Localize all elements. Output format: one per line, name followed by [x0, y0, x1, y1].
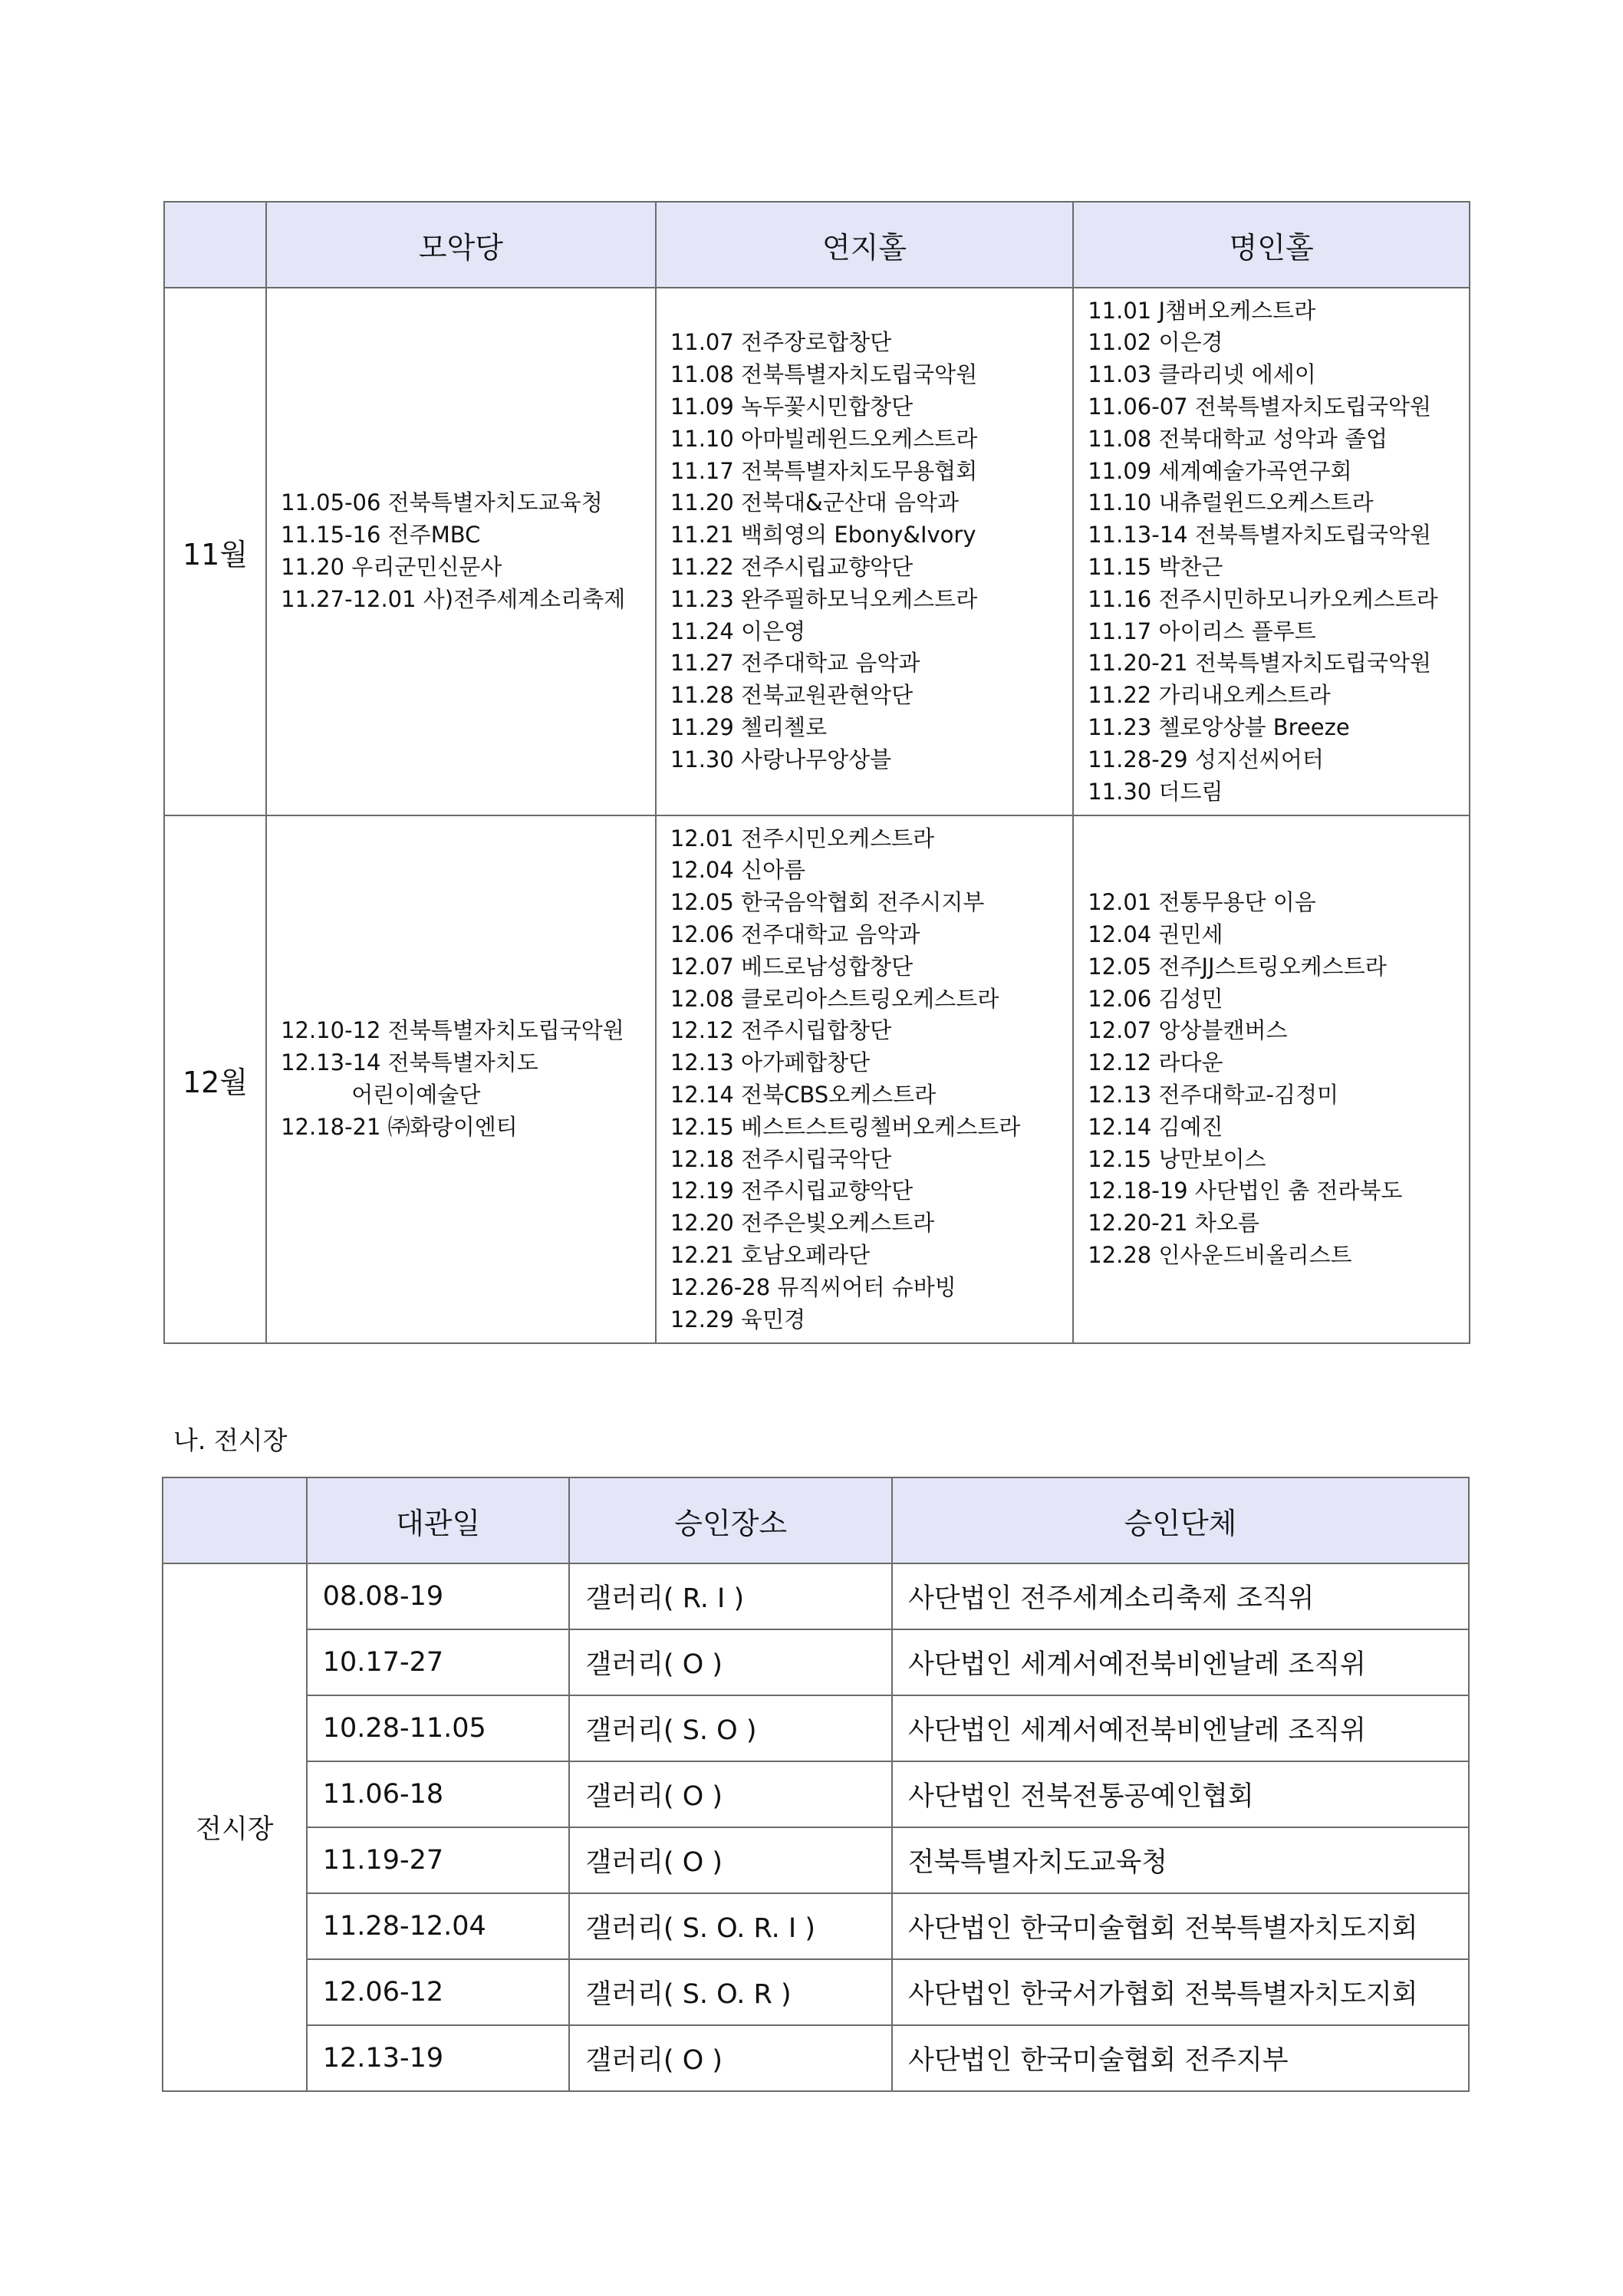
schedule-entry: 12.15 베스트스트링첼버오케스트라 — [670, 1113, 1021, 1140]
venue-cell: 갤러리( O ) — [569, 1629, 891, 1695]
organization-cell: 전북특별자치도교육청 — [892, 1827, 1469, 1893]
organization-cell: 사단법인 한국서가협회 전북특별자치도지회 — [892, 1959, 1469, 2025]
table-row — [163, 1629, 1469, 1695]
venue-cell: 갤러리( O ) — [569, 2025, 891, 2091]
rental-date-cell: 08.08-19 — [307, 1563, 570, 1629]
schedule-entry: 12.26-28 뮤직씨어터 슈바빙 — [670, 1273, 956, 1300]
schedule-entry: 11.13-14 전북특별자치도립국악원 — [1088, 522, 1431, 548]
schedule-entry: 11.17 아이리스 플루트 — [1088, 618, 1316, 644]
schedule-entry: 12.04 권민세 — [1088, 921, 1223, 948]
schedule-entry: 11.15-16 전주MBC — [281, 522, 481, 548]
schedule-entry: 11.09 녹두꽃시민합창단 — [670, 394, 914, 420]
table-row — [163, 2025, 1469, 2091]
table-row-november — [164, 288, 1470, 815]
schedule-entry: 12.01 전통무용단 이음 — [1088, 889, 1316, 916]
schedule-entry: 11.30 사랑나무앙상블 — [670, 746, 892, 772]
schedule-entry: 11.10 내츄럴윈드오케스트라 — [1088, 489, 1374, 516]
schedule-entry: 12.18 전주시립국악단 — [670, 1145, 892, 1172]
schedule-entry: 11.22 전주시립교향악단 — [670, 554, 914, 580]
month-label: 11월 — [164, 288, 266, 815]
header-moakdang: 모악당 — [266, 202, 656, 288]
schedule-entry: 12.13-14 전북특별자치도 — [281, 1049, 538, 1076]
schedule-entry: 12.01 전주시민오케스트라 — [670, 825, 935, 852]
schedule-entry: 12.06 김성민 — [1088, 985, 1223, 1012]
rental-date-cell: 10.17-27 — [307, 1629, 570, 1695]
schedule-entry: 12.20 전주은빛오케스트라 — [670, 1210, 935, 1237]
table-row — [163, 1695, 1469, 1761]
venue-cell: 갤러리( S. O ) — [569, 1695, 891, 1761]
month-label: 12월 — [164, 815, 266, 1343]
myeongin-list — [1073, 815, 1470, 1343]
yeonji-list — [656, 288, 1073, 815]
header-rental-date: 대관일 — [307, 1477, 570, 1563]
table-header-row — [163, 1477, 1469, 1563]
schedule-entry: 11.20-21 전북특별자치도립국악원 — [1088, 650, 1431, 677]
schedule-entry: 12.21 호남오페라단 — [670, 1241, 871, 1268]
schedule-entry: 12.08 클로리아스트링오케스트라 — [670, 985, 999, 1012]
myeongin-list — [1073, 288, 1470, 815]
schedule-entry: 11.24 이은영 — [670, 618, 806, 644]
schedule-entry: 12.12 라다운 — [1088, 1049, 1223, 1076]
schedule-entry: 11.20 우리군민신문사 — [281, 554, 502, 580]
rental-date-cell: 10.28-11.05 — [307, 1695, 570, 1761]
exhibition-table — [162, 1477, 1470, 2092]
header-approved-org: 승인단체 — [892, 1477, 1469, 1563]
schedule-entry: 11.08 전북대학교 성악과 졸업 — [1088, 425, 1388, 452]
table-row — [163, 1761, 1469, 1827]
schedule-entry: 11.27-12.01 사)전주세계소리축제 — [281, 585, 626, 612]
schedule-entry: 11.15 박찬근 — [1088, 554, 1223, 580]
moakdang-list — [266, 815, 656, 1343]
rental-date-cell: 11.19-27 — [307, 1827, 570, 1893]
schedule-entry: 12.29 육민경 — [670, 1306, 806, 1332]
schedule-entry: 11.07 전주장로합창단 — [670, 329, 892, 356]
group-label: 전시장 — [163, 1563, 307, 2091]
table-row-december — [164, 815, 1470, 1343]
schedule-entry: 11.29 첼리첼로 — [670, 713, 828, 740]
schedule-entry: 12.04 신아름 — [670, 857, 806, 884]
schedule-entry: 12.19 전주시립교향악단 — [670, 1178, 914, 1204]
header-blank — [163, 1477, 307, 1563]
schedule-entry: 11.01 J챔버오케스트라 — [1088, 297, 1316, 324]
schedule-entry: 11.08 전북특별자치도립국악원 — [670, 361, 978, 388]
organization-cell: 사단법인 전북전통공예인협회 — [892, 1761, 1469, 1827]
schedule-entry: 11.17 전북특별자치도무용협회 — [670, 457, 978, 484]
performance-schedule-table — [163, 201, 1470, 1344]
schedule-entry: 11.03 클라리넷 에세이 — [1088, 361, 1316, 388]
schedule-entry: 11.05-06 전북특별자치도교육청 — [281, 489, 603, 516]
schedule-entry: 11.22 가리내오케스트라 — [1088, 682, 1331, 709]
schedule-entry: 12.28 인사운드비올리스트 — [1088, 1241, 1352, 1268]
organization-cell: 사단법인 전주세계소리축제 조직위 — [892, 1563, 1469, 1629]
schedule-entry: 12.13 아가페합창단 — [670, 1049, 871, 1076]
schedule-entry: 11.30 더드림 — [1088, 778, 1223, 805]
section-title: 나. 전시장 — [173, 1425, 288, 1455]
schedule-entry: 12.10-12 전북특별자치도립국악원 — [281, 1017, 624, 1044]
schedule-entry: 12.15 낭만보이스 — [1088, 1145, 1266, 1172]
schedule-entry: 어린이예술단 — [281, 1082, 481, 1108]
schedule-entry: 11.16 전주시민하모니카오케스트라 — [1088, 585, 1438, 612]
table-header-row — [164, 202, 1470, 288]
table-row — [163, 1959, 1469, 2025]
moakdang-list — [266, 288, 656, 815]
table-row — [163, 1563, 1469, 1629]
schedule-entry: 12.18-19 사단법인 춤 전라북도 — [1088, 1178, 1403, 1204]
organization-cell: 사단법인 한국미술협회 전북특별자치도지회 — [892, 1893, 1469, 1959]
header-yeonji-hall: 연지홀 — [656, 202, 1073, 288]
schedule-entry: 11.02 이은경 — [1088, 329, 1223, 356]
schedule-entry: 12.12 전주시립합창단 — [670, 1017, 892, 1044]
schedule-entry: 12.05 전주JJ스트링오케스트라 — [1088, 953, 1387, 980]
organization-cell: 사단법인 세계서예전북비엔날레 조직위 — [892, 1695, 1469, 1761]
schedule-entry: 11.21 백희영의 Ebony&Ivory — [670, 522, 976, 548]
schedule-entry: 11.28-29 성지선씨어터 — [1088, 746, 1324, 772]
schedule-entry: 12.06 전주대학교 음악과 — [670, 921, 920, 948]
rental-date-cell: 11.28-12.04 — [307, 1893, 570, 1959]
schedule-entry: 11.23 완주필하모닉오케스트라 — [670, 585, 978, 612]
schedule-entry: 12.14 전북CBS오케스트라 — [670, 1082, 937, 1108]
table-row — [163, 1827, 1469, 1893]
schedule-entry: 12.18-21 ㈜화랑이엔티 — [281, 1113, 518, 1140]
organization-cell: 사단법인 세계서예전북비엔날레 조직위 — [892, 1629, 1469, 1695]
rental-date-cell: 12.13-19 — [307, 2025, 570, 2091]
header-blank — [164, 202, 266, 288]
table-row — [163, 1893, 1469, 1959]
schedule-entry: 12.14 김예진 — [1088, 1113, 1223, 1140]
organization-cell: 사단법인 한국미술협회 전주지부 — [892, 2025, 1469, 2091]
venue-cell: 갤러리( S. O. R. I ) — [569, 1893, 891, 1959]
rental-date-cell: 11.06-18 — [307, 1761, 570, 1827]
venue-cell: 갤러리( O ) — [569, 1827, 891, 1893]
header-approved-venue: 승인장소 — [569, 1477, 891, 1563]
schedule-entry: 12.13 전주대학교-김정미 — [1088, 1082, 1339, 1108]
schedule-entry: 11.10 아마빌레윈드오케스트라 — [670, 425, 978, 452]
schedule-entry: 12.05 한국음악협회 전주시지부 — [670, 889, 985, 916]
schedule-entry: 12.07 앙상블캔버스 — [1088, 1017, 1288, 1044]
venue-cell: 갤러리( R. I ) — [569, 1563, 891, 1629]
venue-cell: 갤러리( O ) — [569, 1761, 891, 1827]
schedule-entry: 11.23 첼로앙상블 Breeze — [1088, 713, 1350, 740]
schedule-entry: 11.27 전주대학교 음악과 — [670, 650, 920, 677]
schedule-entry: 11.09 세계예술가곡연구회 — [1088, 457, 1352, 484]
venue-cell: 갤러리( S. O. R ) — [569, 1959, 891, 2025]
exhibition-rows — [163, 1563, 1469, 2091]
schedule-entry: 11.28 전북교원관현악단 — [670, 682, 914, 709]
rental-date-cell: 12.06-12 — [307, 1959, 570, 2025]
schedule-entry: 11.06-07 전북특별자치도립국악원 — [1088, 394, 1431, 420]
header-myeongin-hall: 명인홀 — [1073, 202, 1470, 288]
yeonji-list — [656, 815, 1073, 1343]
schedule-entry: 12.20-21 차오름 — [1088, 1210, 1259, 1237]
schedule-entry: 12.07 베드로남성합창단 — [670, 953, 914, 980]
schedule-entry: 11.20 전북대&군산대 음악과 — [670, 489, 960, 516]
